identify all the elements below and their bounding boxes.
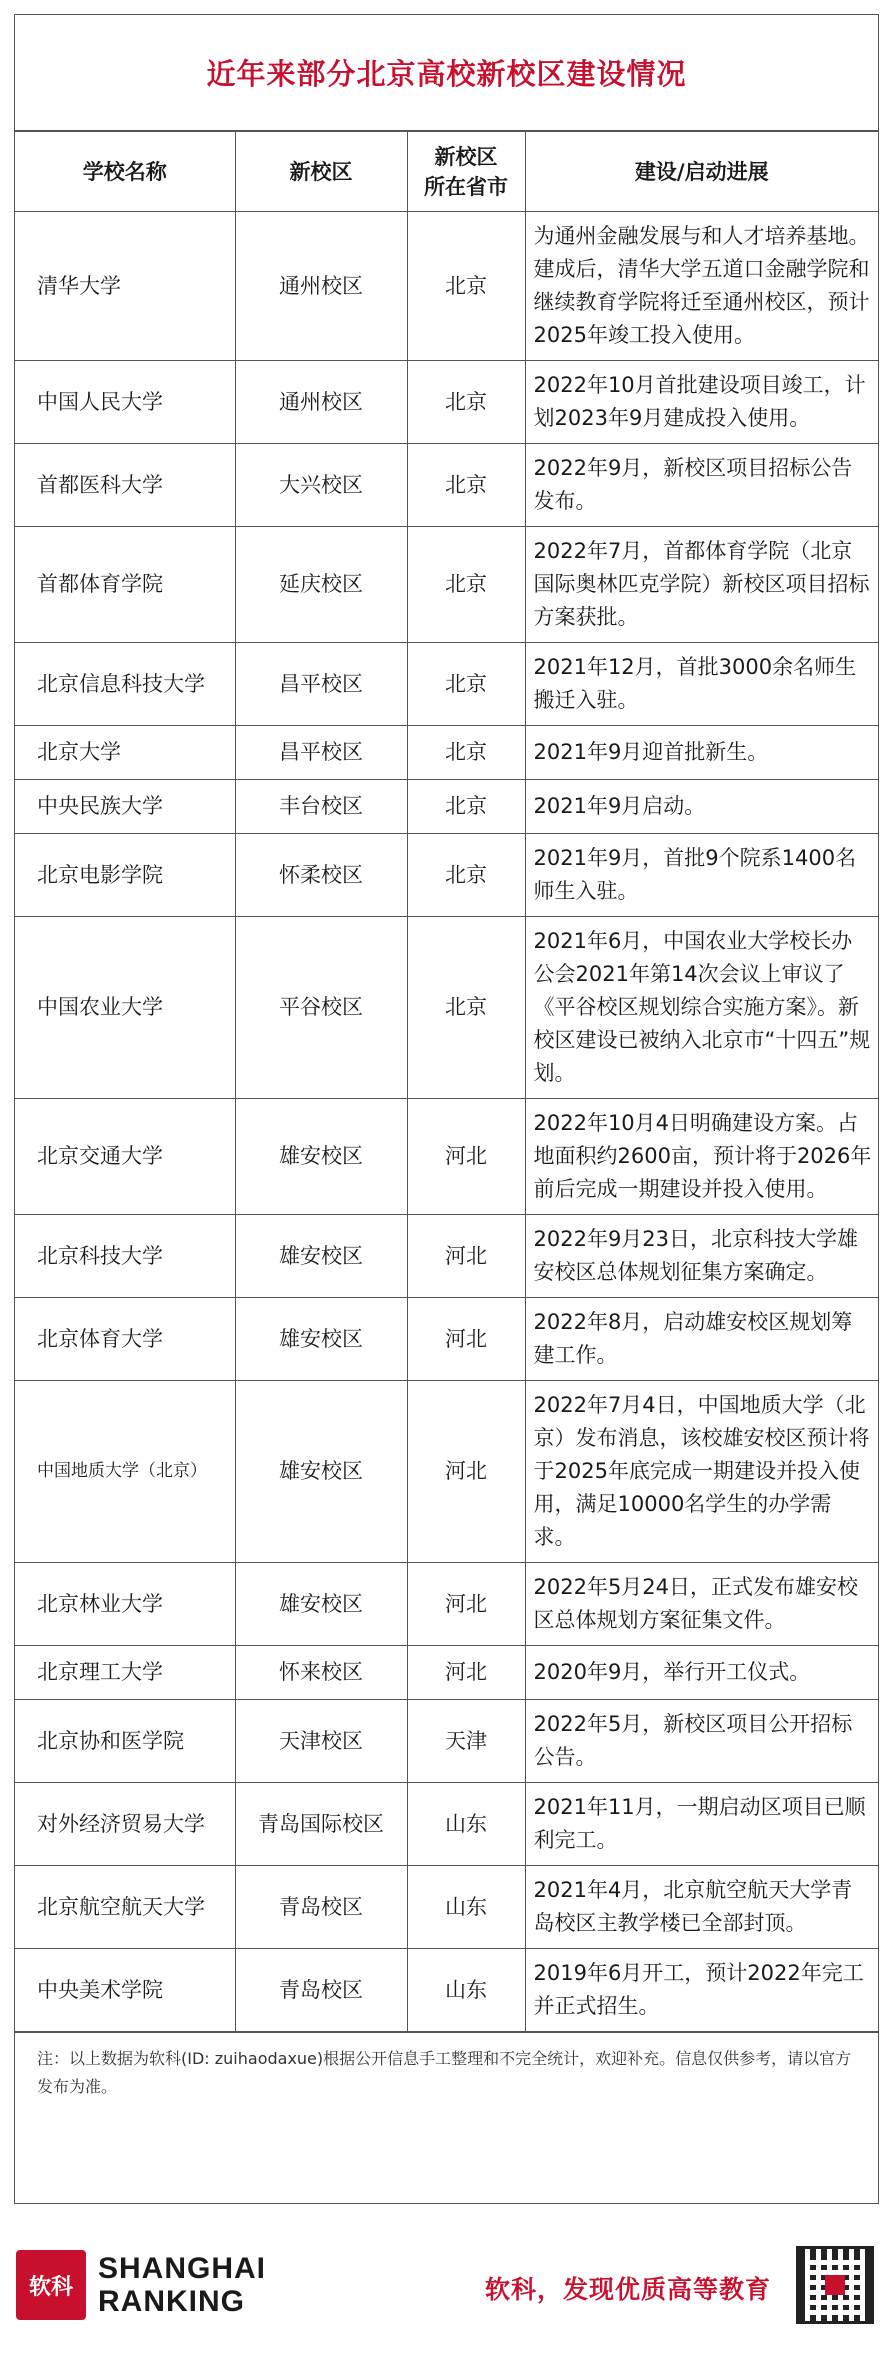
header-province: [407, 132, 525, 212]
cell-campus: 平谷校区: [235, 917, 407, 1099]
cell-progress: 2022年8月，启动雄安校区规划筹建工作。: [525, 1298, 878, 1381]
cell-school: 首都医科大学: [15, 444, 235, 527]
cell-province: 北京: [407, 780, 525, 834]
cell-campus: 天津校区: [235, 1700, 407, 1783]
cell-province: 天津: [407, 1700, 525, 1783]
cell-school: 北京协和医学院: [15, 1700, 235, 1783]
cell-campus: 丰台校区: [235, 780, 407, 834]
cell-progress: 2022年9月，新校区项目招标公告发布。: [525, 444, 878, 527]
cell-school: 北京体育大学: [15, 1298, 235, 1381]
header-province-line2: 所在省市: [424, 174, 508, 199]
cell-province: 北京: [407, 917, 525, 1099]
cell-school: 北京交通大学: [15, 1099, 235, 1215]
cell-province: 河北: [407, 1215, 525, 1298]
table-row: [15, 726, 878, 780]
cell-campus: 延庆校区: [235, 527, 407, 643]
cell-school: 中央美术学院: [15, 1949, 235, 2032]
table-row: [15, 1298, 878, 1381]
cell-province: 山东: [407, 1866, 525, 1949]
cell-school: 北京电影学院: [15, 834, 235, 917]
cell-progress: 为通州金融发展与和人才培养基地。建成后，清华大学五道口金融学院和继续教育学院将迁至通州校区，预计2025年竣工投入使用。: [525, 212, 878, 361]
cell-progress: 2021年11月，一期启动区项目已顺利完工。: [525, 1783, 878, 1866]
header-progress: 建设/启动进展: [525, 132, 878, 212]
cell-school: 清华大学: [15, 212, 235, 361]
cell-school: 北京科技大学: [15, 1215, 235, 1298]
cell-province: 河北: [407, 1099, 525, 1215]
table-row: [15, 1783, 878, 1866]
cell-progress: 2021年4月，北京航空航天大学青岛校区主教学楼已全部封顶。: [525, 1866, 878, 1949]
table-row: [15, 1381, 878, 1563]
cell-campus: 雄安校区: [235, 1563, 407, 1646]
page-title: 近年来部分北京高校新校区建设情况: [15, 15, 878, 131]
table-row: [15, 212, 878, 361]
cell-school: 中国农业大学: [15, 917, 235, 1099]
cell-school: 中国地质大学（北京）: [15, 1381, 235, 1563]
cell-province: 河北: [407, 1298, 525, 1381]
table-frame: [14, 14, 879, 2204]
cell-campus: 青岛校区: [235, 1866, 407, 1949]
brand-line1: SHANGHAI: [98, 2252, 267, 2285]
table-row: [15, 1563, 878, 1646]
logo-text: 软科: [28, 2274, 73, 2300]
cell-campus: 雄安校区: [235, 1298, 407, 1381]
cell-province: 山东: [407, 1949, 525, 2032]
cell-progress: 2021年9月迎首批新生。: [525, 726, 878, 780]
shanghai-ranking-logo: [16, 2250, 86, 2320]
cell-campus: 大兴校区: [235, 444, 407, 527]
cell-province: 北京: [407, 361, 525, 444]
cell-progress: 2022年5月24日，正式发布雄安校区总体规划方案征集文件。: [525, 1563, 878, 1646]
cell-school: 中国人民大学: [15, 361, 235, 444]
cell-progress: 2021年9月，首批9个院系1400名师生入驻。: [525, 834, 878, 917]
cell-school: 北京信息科技大学: [15, 643, 235, 726]
cell-school: 北京航空航天大学: [15, 1866, 235, 1949]
cell-campus: 雄安校区: [235, 1099, 407, 1215]
cell-progress: 2022年7月，首都体育学院（北京国际奥林匹克学院）新校区项目招标方案获批。: [525, 527, 878, 643]
cell-progress: 2022年9月23日，北京科技大学雄安校区总体规划征集方案确定。: [525, 1215, 878, 1298]
cell-progress: 2022年5月，新校区项目公开招标公告。: [525, 1700, 878, 1783]
cell-province: 北京: [407, 834, 525, 917]
cell-campus: 青岛校区: [235, 1949, 407, 2032]
header-campus: 新校区: [235, 132, 407, 212]
table-row: [15, 834, 878, 917]
cell-campus: 雄安校区: [235, 1215, 407, 1298]
table-row: [15, 1215, 878, 1298]
cell-school: 北京大学: [15, 726, 235, 780]
cell-school: 北京林业大学: [15, 1563, 235, 1646]
cell-progress: 2019年6月开工，预计2022年完工并正式招生。: [525, 1949, 878, 2032]
cell-province: 北京: [407, 726, 525, 780]
cell-school: 对外经济贸易大学: [15, 1783, 235, 1866]
cell-campus: 雄安校区: [235, 1381, 407, 1563]
cell-campus: 怀柔校区: [235, 834, 407, 917]
footer: [0, 2210, 893, 2358]
cell-province: 河北: [407, 1646, 525, 1700]
footnote: 注：以上数据为软科(ID: zuihaodaxue)根据公开信息手工整理和不完全统计，欢迎补充。信息仅供参考，请以官方发布为准。: [15, 2032, 878, 2101]
table-row: [15, 361, 878, 444]
table-row: [15, 1700, 878, 1783]
table-row: [15, 780, 878, 834]
cell-school: 首都体育学院: [15, 527, 235, 643]
header-school: 学校名称: [15, 132, 235, 212]
cell-campus: 青岛国际校区: [235, 1783, 407, 1866]
table-row: [15, 643, 878, 726]
table-row: [15, 917, 878, 1099]
cell-progress: 2022年10月首批建设项目竣工，计划2023年9月建成投入使用。: [525, 361, 878, 444]
cell-province: 北京: [407, 444, 525, 527]
cell-progress: 2022年10月4日明确建设方案。占地面积约2600亩，预计将于2026年前后完成一期建设并投入使用。: [525, 1099, 878, 1215]
table-row: [15, 1866, 878, 1949]
slogan: 软科，发现优质高等教育: [485, 2275, 772, 2304]
table-row: [15, 1646, 878, 1700]
cell-school: 北京理工大学: [15, 1646, 235, 1700]
cell-progress: 2021年9月启动。: [525, 780, 878, 834]
table-row: [15, 527, 878, 643]
cell-progress: 2021年12月，首批3000余名师生搬迁入驻。: [525, 643, 878, 726]
brand-line2: RANKING: [98, 2285, 245, 2318]
cell-province: 山东: [407, 1783, 525, 1866]
campus-table: [15, 131, 878, 2032]
cell-campus: 通州校区: [235, 361, 407, 444]
table-body: [15, 212, 878, 2032]
header-province-line1: 新校区: [434, 144, 498, 169]
cell-campus: 昌平校区: [235, 726, 407, 780]
brand-name: [98, 2252, 266, 2318]
cell-progress: 2020年9月，举行开工仪式。: [525, 1646, 878, 1700]
cell-province: 河北: [407, 1381, 525, 1563]
table-row: [15, 1099, 878, 1215]
cell-province: 河北: [407, 1563, 525, 1646]
cell-province: 北京: [407, 212, 525, 361]
cell-school: 中央民族大学: [15, 780, 235, 834]
cell-progress: 2021年6月，中国农业大学校长办公会2021年第14次会议上审议了《平谷校区规划综合实施方案》。新校区建设已被纳入北京市“十四五”规划。: [525, 917, 878, 1099]
qr-code-icon: [796, 2246, 874, 2324]
cell-province: 北京: [407, 527, 525, 643]
cell-campus: 昌平校区: [235, 643, 407, 726]
cell-campus: 怀来校区: [235, 1646, 407, 1700]
cell-progress: 2022年7月4日，中国地质大学（北京）发布消息，该校雄安校区预计将于2025年底完成一期建设并投入使用，满足10000名学生的办学需求。: [525, 1381, 878, 1563]
cell-province: 北京: [407, 643, 525, 726]
table-row: [15, 1949, 878, 2032]
table-header-row: [15, 132, 878, 212]
cell-campus: 通州校区: [235, 212, 407, 361]
table-row: [15, 444, 878, 527]
